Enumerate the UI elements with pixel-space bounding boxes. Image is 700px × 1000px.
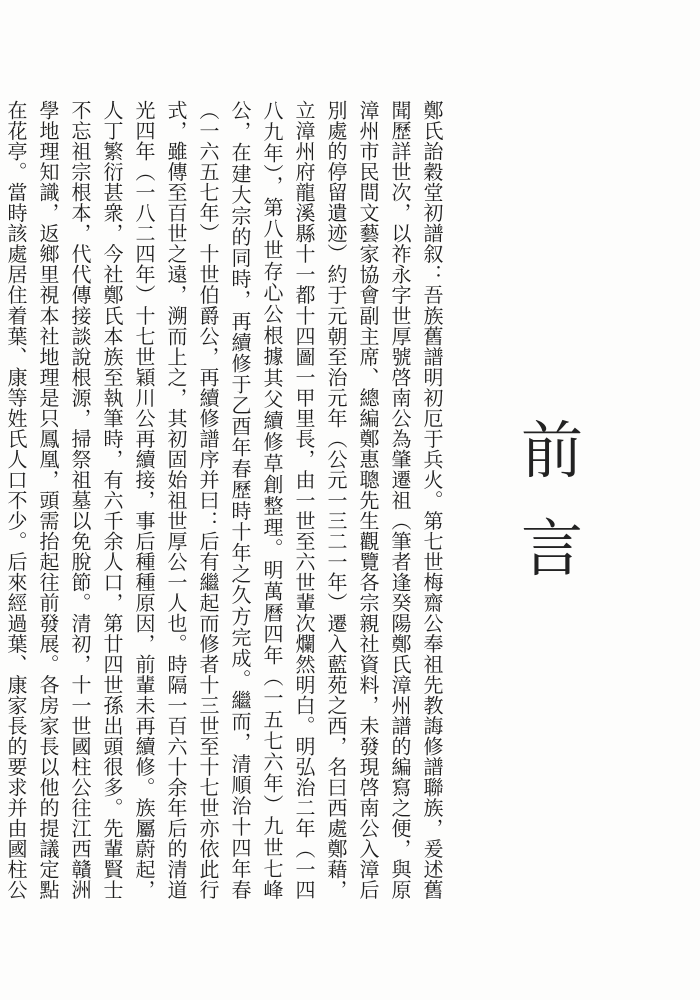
preface-body <box>0 100 448 900</box>
preface-title-char-1: 前 <box>520 414 583 487</box>
preface-title-char-2: 言 <box>520 512 583 585</box>
preface-paragraph: 鄭氏詒穀堂初譜叙：吾族舊譜明初厄于兵火。第七世梅齋公奉祖先教誨修譜聯族，爰述舊聞歷詳世次，以祚永字世厚號啓南公為肇遷祖（筆者逢癸陽鄭氏漳州譜的編寫之便，與原漳州市民間文藝家協會副主席、總編鄭惠聰先生觀覽各宗親社資料，未發現啓南公入漳后別處的停留遺迹）約于元朝至治元年（公元一三二一年）遷入藍苑之西，名曰西處鄭藉，立漳州府龍溪縣十一都十四圖一甲里長，由一世至六世輩次爛然明白。明弘治二年（一四八九年），第八世存心公根據其父續修草創整理。明萬曆四年（一五七六年）九世七峰公，在建大宗的同時，再續修于乙酉年春歷時十年之久方完成。繼而，清順治十四年春（一六五七年）十世伯爵公，再續修譜序并曰：后有繼起而修者十三世至十七世亦依此行式，雖傳至百世之遠，溯而上之，其初固始祖世厚公一人也。時隔一百六十余年后的清道光四年（一八二四年）十七世穎川公再續接，事后種種原因，前輩未再續修。族屬蔚起，人丁繁衍甚衆，今社鄭氏本族至執筆時，有六千余人口，第廿四世孫出頭很多。先輩賢士不忘祖宗根本，代代傳接談說根源，掃祭祖墓以免脫節。清初，十一世國柱公往江西贛洲學地理知識，返鄉里視本社地理是只鳳凰，頭需抬起往前發展。各房家長以他的提議定點在花亭。當時該處居住着葉、康等姓氏人口不少。后來經過葉、康家長的要求并由國柱公 <box>4 100 444 900</box>
